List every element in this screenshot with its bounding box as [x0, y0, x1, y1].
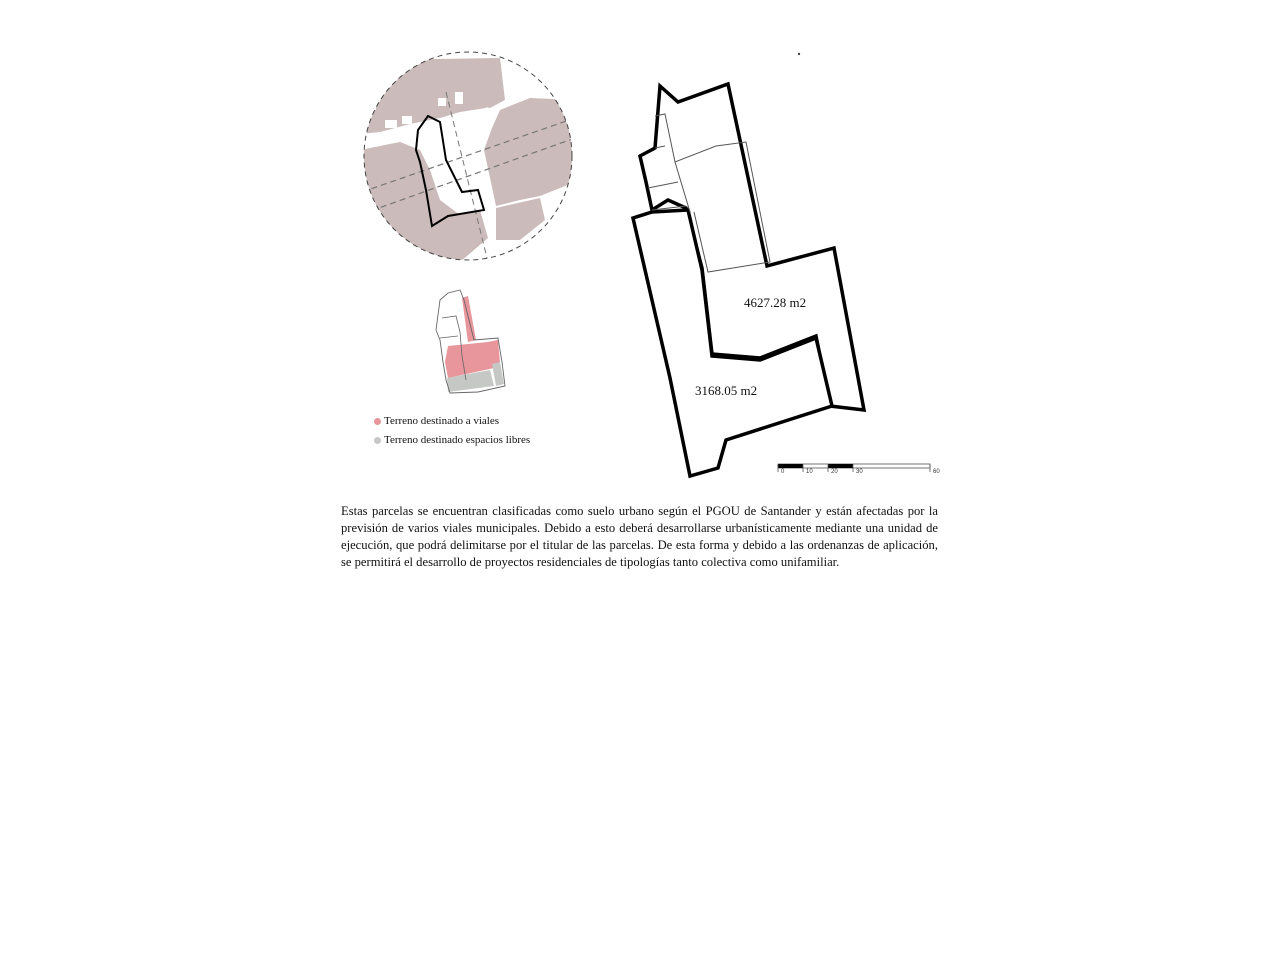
legend-label-viales: Terreno destinado a viales	[384, 415, 499, 427]
scale-tick-60: 60	[933, 469, 940, 475]
zoning-diagram	[436, 290, 505, 393]
legend-label-espacios-libres: Terreno destinado espacios libres	[384, 434, 531, 446]
zoning-road-area	[445, 340, 500, 378]
scale-bar	[778, 464, 930, 472]
location-map	[360, 50, 580, 265]
scale-tick-20: 20	[831, 469, 838, 475]
scale-tick-0: 0	[781, 469, 785, 475]
legend-item-viales	[374, 415, 499, 427]
parcel-plan	[633, 53, 864, 476]
area-label-south: 3168.05 m2	[695, 383, 758, 398]
scale-tick-10: 10	[806, 469, 813, 475]
legend-swatch-espacios-libres	[374, 437, 381, 444]
legend-swatch-viales	[374, 418, 381, 425]
area-label-north: 4627.28 m2	[744, 295, 807, 310]
legend-item-espacios-libres	[374, 434, 530, 446]
description-paragraph: Estas parcelas se encuentran clasificadas como suelo urbano según el PGOU de Santander y están afectadas por la previsión de varios viales municipales. Debido a esto deberá desarrollarse urbanísticamente mediante una unidad de ejecución, que podrá delimitarse por el titular de las parcelas. De esta forma y debido a las ordenanzas de aplicación, se permitirá el desarrollo de proyectos residenciales de tipologías tanto colectiva como unifamiliar.	[341, 504, 938, 569]
scale-tick-30: 30	[856, 469, 863, 475]
